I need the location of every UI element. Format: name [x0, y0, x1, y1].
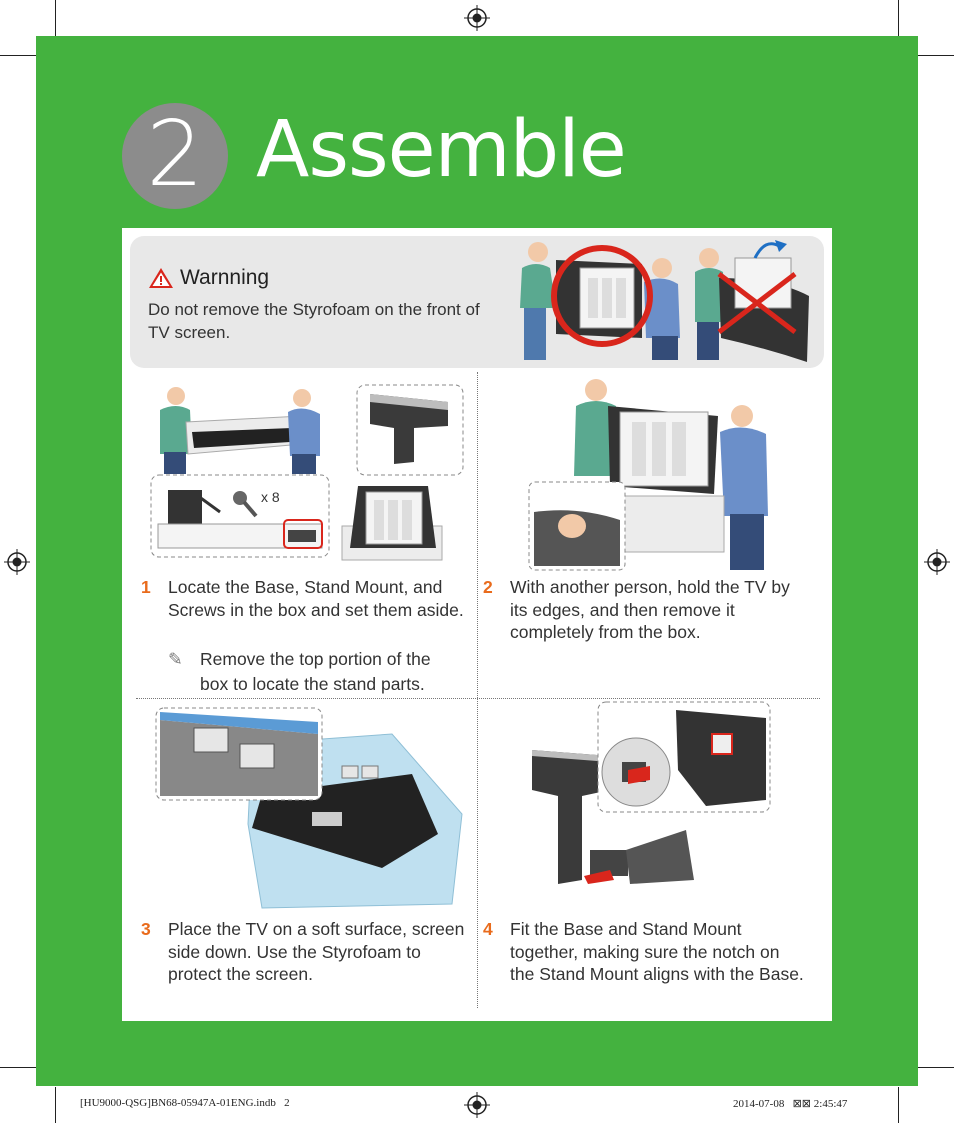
registration-mark-icon	[464, 5, 490, 31]
step-number: 1	[141, 577, 151, 597]
warning-title: Warnning	[180, 266, 270, 289]
step-1-parts-detail	[150, 474, 330, 558]
crop-mark	[0, 55, 36, 56]
step-1-base-illustration	[340, 478, 448, 564]
step-text: Fit the Base and Stand Mount together, making sure the notch on the Stand Mount aligns with the Base.	[510, 919, 804, 984]
step-4	[483, 918, 805, 986]
note-text: Remove the top portion of the box to locate the stand parts.	[200, 649, 431, 694]
step-text: Place the TV on a soft surface, screen side down. Use the Styrofoam to protect the screen.	[168, 919, 465, 984]
section-number: 2	[146, 102, 204, 207]
crop-mark	[55, 1087, 56, 1123]
section-number-badge	[122, 103, 228, 209]
registration-mark-icon	[924, 549, 950, 575]
step-1-box-illustration	[152, 384, 324, 476]
step-1	[141, 576, 471, 621]
step-3	[141, 918, 475, 986]
column-divider	[477, 372, 478, 1008]
step-2-illustration	[528, 376, 772, 572]
footer-file: [HU9000-QSG]BN68-05947A-01ENG.indb 2	[80, 1097, 290, 1109]
crop-mark	[918, 1067, 954, 1068]
step-number: 4	[483, 919, 493, 939]
screw-count-label: x 8	[261, 489, 280, 505]
step-2	[483, 576, 803, 644]
warning-heading	[148, 266, 269, 290]
crop-mark	[898, 0, 899, 36]
footer-timestamp: 2014-07-08 ⊠⊠ 2:45:47	[733, 1098, 848, 1110]
step-number: 2	[483, 577, 493, 597]
crop-mark	[55, 0, 56, 36]
registration-mark-icon	[4, 549, 30, 575]
step-3-illustration	[152, 704, 464, 910]
crop-mark	[918, 55, 954, 56]
step-1-stand-mount-detail	[356, 384, 464, 476]
step-number: 3	[141, 919, 151, 939]
registration-mark-icon	[464, 1092, 490, 1118]
step-text: With another person, hold the TV by its edges, and then remove it completely from the box.	[510, 577, 790, 642]
warning-correct-illustration	[516, 238, 684, 362]
warning-triangle-icon	[148, 267, 174, 289]
crop-mark	[0, 1067, 36, 1068]
page-title: Assemble	[256, 105, 626, 195]
crop-mark	[898, 1087, 899, 1123]
pencil-note-icon: ✎	[168, 649, 183, 669]
row-divider	[136, 698, 820, 699]
warning-text: Do not remove the Styrofoam on the front of TV screen.	[148, 300, 480, 342]
step-1-note	[168, 647, 458, 697]
step-text: Locate the Base, Stand Mount, and Screws in the box and set them aside.	[168, 577, 464, 620]
warning-incorrect-illustration	[695, 238, 813, 362]
step-4-illustration	[526, 700, 774, 888]
